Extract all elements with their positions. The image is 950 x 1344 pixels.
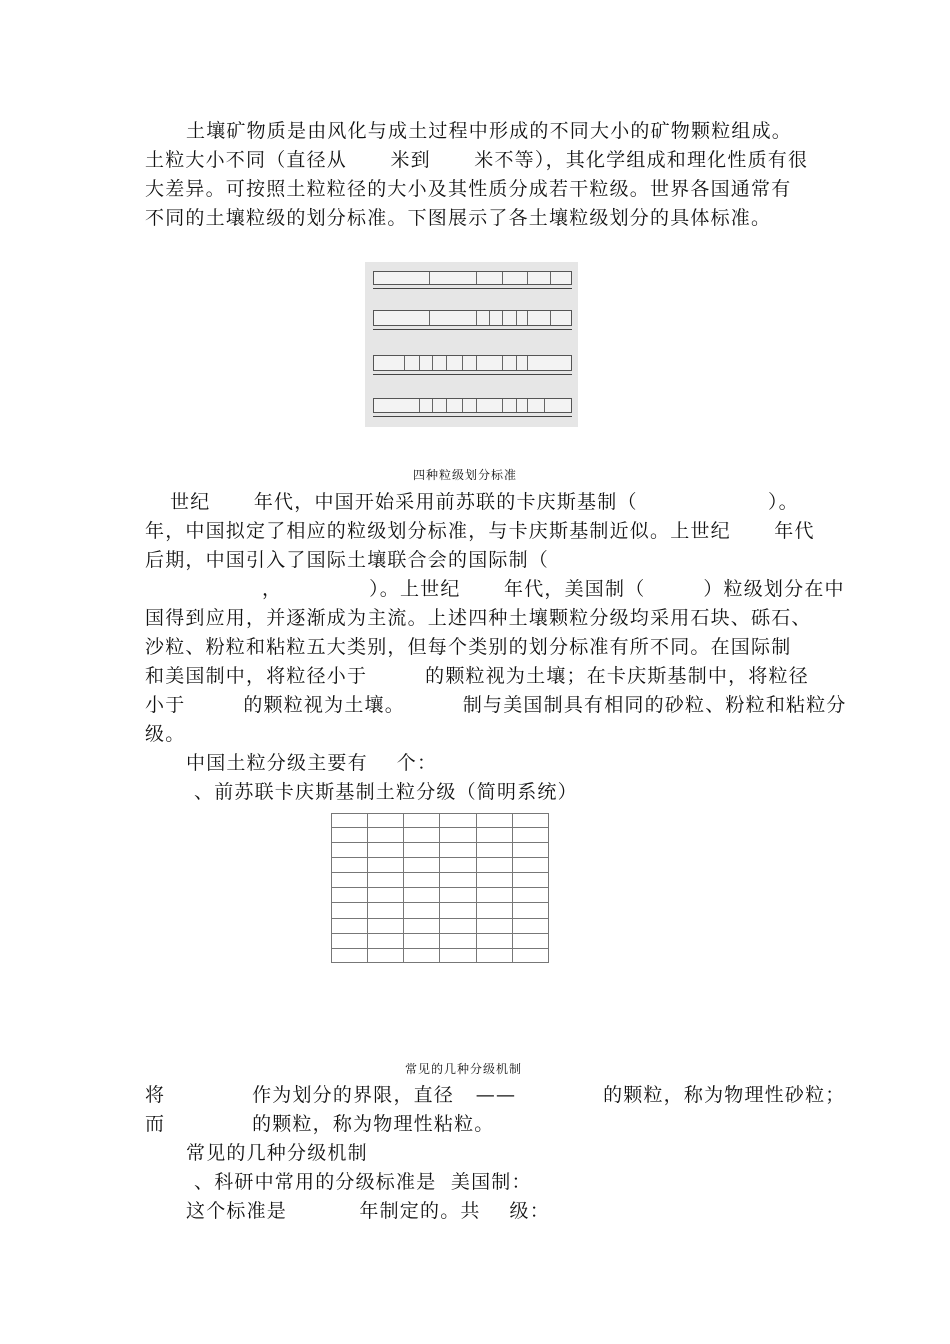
- grading-systems-table-figure: [331, 805, 549, 963]
- text-line: 土粒大小不同（直径从 米到 米不等），其化学组成和理化性质有很: [145, 149, 809, 171]
- text-line: 不同的土壤粒级的划分标准。下图展示了各土壤粒级划分的具体标准。: [145, 207, 772, 229]
- text-line: 、前苏联卡庆斯基制土粒分级（简明系统）: [194, 781, 578, 803]
- text-line: 小于 的颗粒视为土壤。 制与美国制具有相同的砂粒、粉粒和粘粒分: [145, 694, 847, 716]
- text-line: 级。: [145, 723, 186, 745]
- text-line: ， ）。上世纪 年代，美国制（ ）粒级划分在中: [262, 578, 845, 600]
- figure1-caption: 四种粒级划分标准: [413, 468, 518, 482]
- scale-bar: [373, 398, 572, 413]
- text-line: 这个标准是 年制定的。共 级：: [186, 1200, 550, 1222]
- text-line: 世纪 年代，中国开始采用前苏联的卡庆斯基制（ ）。: [170, 491, 799, 513]
- scale-bar: [373, 355, 572, 371]
- text-line: 沙粒、粉粒和粘粒五大类别，但每个类别的划分标准有所不同。在国际制: [145, 636, 792, 658]
- text-line: 土壤矿物质是由风化与成土过程中形成的不同大小的矿物颗粒组成。: [186, 120, 793, 142]
- scale-bar: [373, 310, 572, 326]
- scale-bar: [373, 271, 572, 285]
- text-line: 年，中国拟定了相应的粒级划分标准，与卡庆斯基制近似。上世纪 年代: [145, 520, 815, 542]
- particle-size-standards-figure: [365, 262, 578, 427]
- text-line: 、科研中常用的分级标准是 美国制：: [194, 1171, 532, 1193]
- text-line: 将 作为划分的界限，直径 —— 的颗粒，称为物理性砂粒；: [145, 1084, 846, 1106]
- text-line: 常见的几种分级机制: [186, 1142, 368, 1164]
- text-line: 大差异。可按照土粒粒径的大小及其性质分成若干粒级。世界各国通常有: [145, 178, 792, 200]
- text-line: 而 的颗粒，称为物理性粘粒。: [145, 1113, 495, 1135]
- figure2-caption: 常见的几种分级机制: [405, 1062, 523, 1076]
- text-line: 中国土粒分级主要有 个：: [186, 752, 438, 774]
- text-line: 国得到应用，并逐渐成为主流。上述四种土壤颗粒分级均采用石块、砾石、: [145, 607, 812, 629]
- text-line: 后期，中国引入了国际土壤联合会的国际制（: [145, 549, 550, 571]
- text-line: 和美国制中，将粒径小于 的颗粒视为土壤；在卡庆斯基制中，将粒径: [145, 665, 809, 687]
